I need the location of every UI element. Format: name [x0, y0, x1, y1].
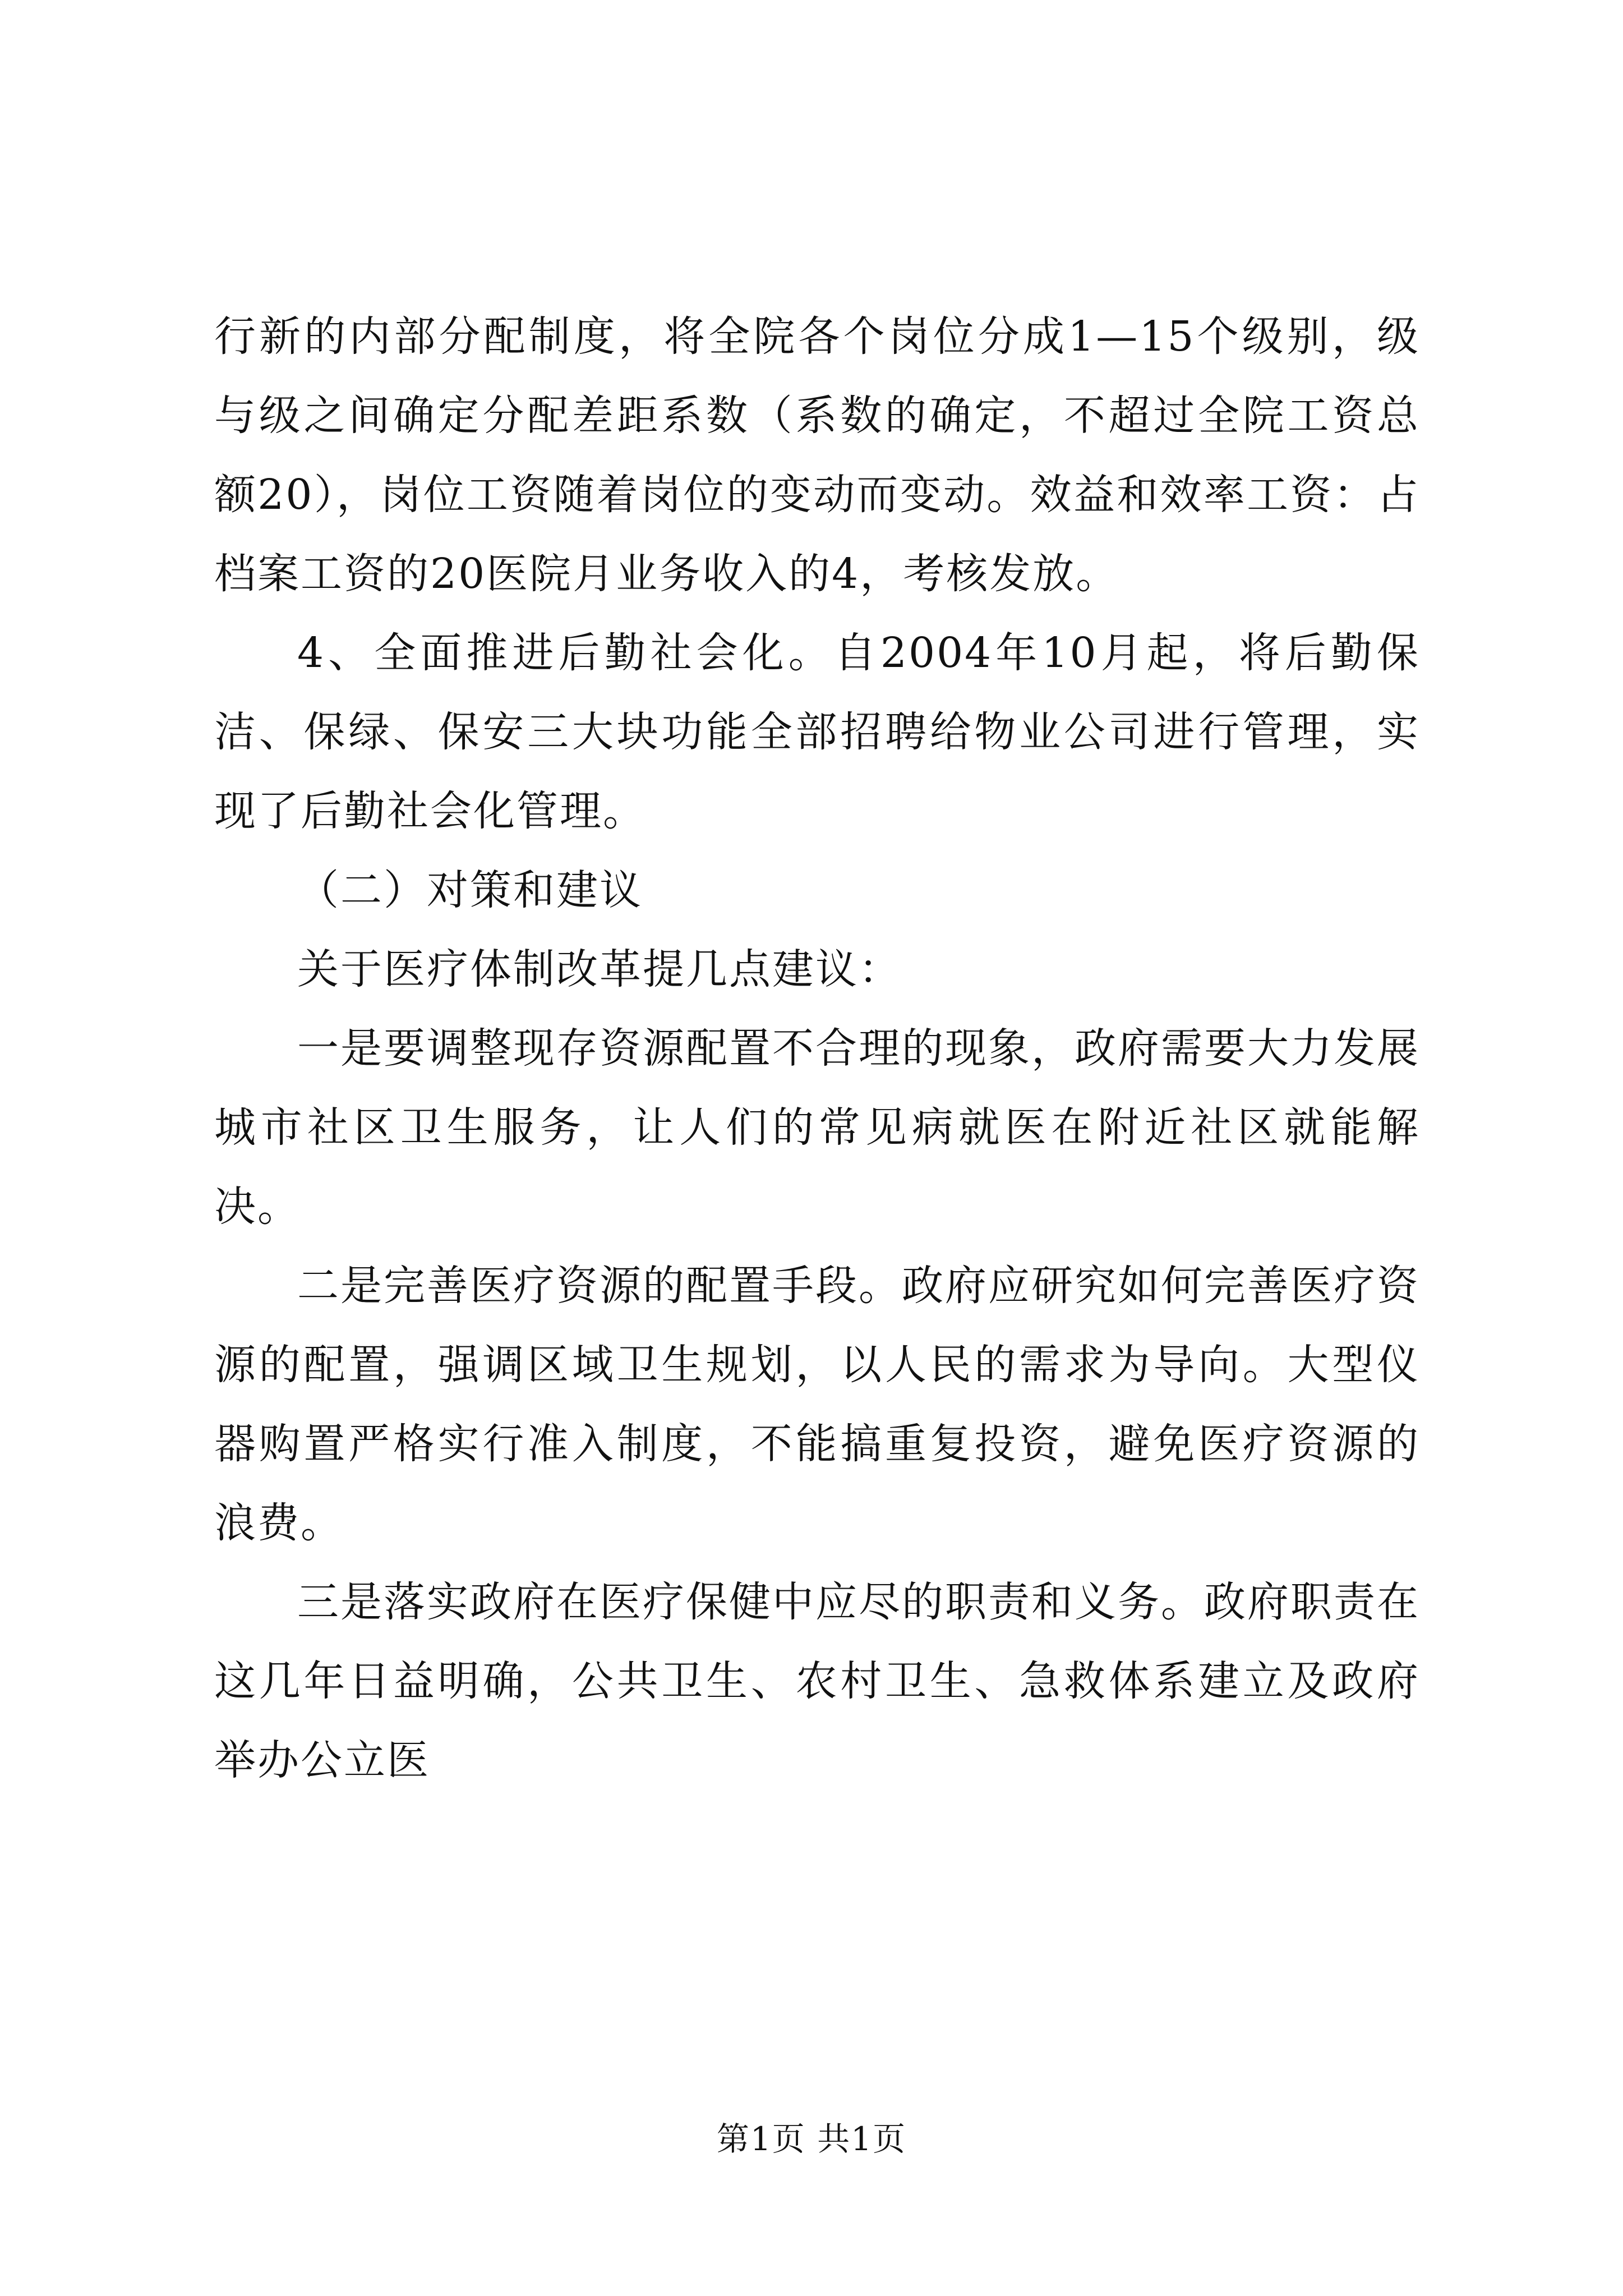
paragraph-distribution-system: 行新的内部分配制度，将全院各个岗位分成1—15个级别，级与级之间确定分配差距系数（系数的确定，不超过全院工资总额20），岗位工资随着岗位的变动而变动。效益和效率工资：占档案工资的20医院月业务收入的4，考核发放。: [214, 312, 1420, 598]
page-number-footer: 第1页 共1页: [716, 2120, 907, 2158]
section-heading-countermeasures: （二）对策和建议: [297, 866, 643, 914]
paragraph-suggestion-three: 三是落实政府在医疗保健中应尽的职责和义务。政府职责在这几年日益明确，公共卫生、农村卫生、急救体系建立及政府举办公立医: [214, 1578, 1420, 1784]
paragraph-suggestion-one: 一是要调整现存资源配置不合理的现象，政府需要大力发展城市社区卫生服务，让人们的常见病就医在附近社区就能解决。: [214, 1024, 1420, 1231]
paragraph-logistics-socialization: 4、全面推进后勤社会化。自2004年10月起，将后勤保洁、保绿、保安三大块功能全部招聘给物业公司进行管理，实现了后勤社会化管理。: [214, 629, 1420, 835]
document-body: [214, 297, 1420, 1800]
paragraph-suggestion-two: 二是完善医疗资源的配置手段。政府应研究如何完善医疗资源的配置，强调区域卫生规划，以人民的需求为导向。大型仪器购置严格实行准入制度，不能搞重复投资，避免医疗资源的浪费。: [214, 1262, 1420, 1547]
paragraph-suggestions-intro: 关于医疗体制改革提几点建议：: [297, 945, 902, 993]
